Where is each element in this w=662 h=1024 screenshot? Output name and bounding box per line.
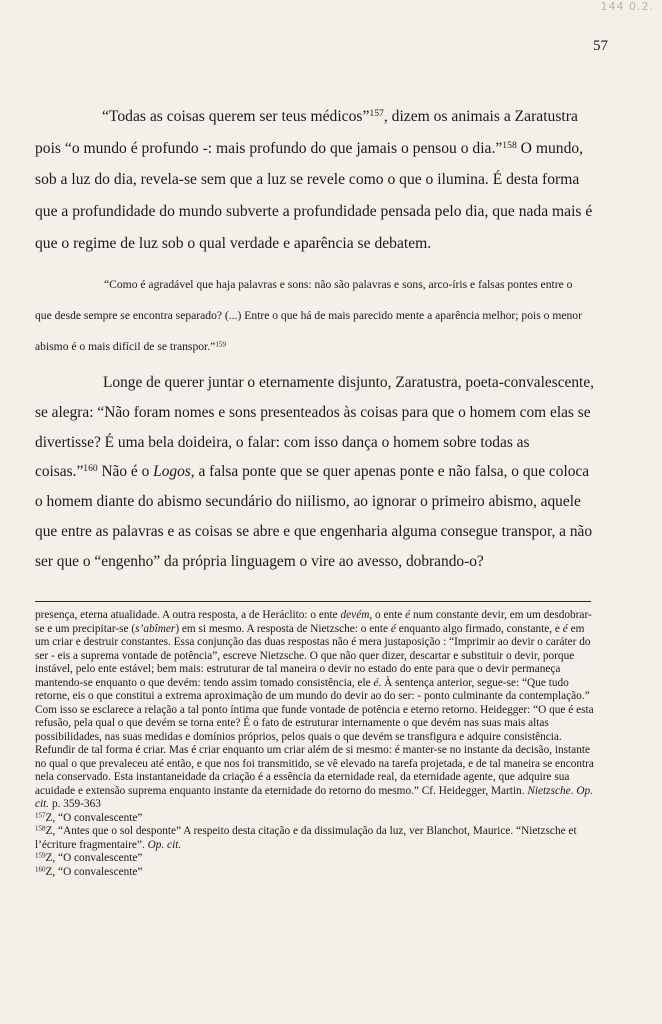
pencil-mark: 144 0.2.	[600, 0, 654, 13]
block-quote	[35, 269, 591, 362]
fn-cont-i4: é	[390, 622, 396, 635]
fn-cont-t1: presença, eterna atualidade. A outra resposta, a de Heráclito: o ente	[35, 609, 341, 621]
footnote-number: 157	[35, 811, 46, 819]
footnote-divider	[35, 601, 591, 602]
fn-cont-t9: p. 359-363	[49, 798, 101, 810]
footnote-number: 160	[35, 865, 46, 873]
paragraph-1-text-c: O mundo, sob a luz do dia, revela-se sem que a luz se revele como o que o ilumina. É desta forma que a profundidade do mundo subverte a profundidade pensada pelo dia, que nada mais é que o regime de luz sob o qual verdade e aparência se debatem.	[35, 139, 593, 252]
footnote-158	[35, 825, 595, 852]
footnote-ref-157: 157	[369, 108, 384, 120]
footnotes-section	[35, 609, 595, 879]
fn-cont-i8: Op. cit.	[35, 784, 593, 810]
footnote-ref-160: 160	[83, 463, 98, 475]
fn-cont-i2: é	[405, 609, 411, 621]
paragraph-2-text-c: , a falsa ponte que se quer apenas ponte e não falsa, o que coloca o homem diante do abismo secundário do niilismo, ao ignorar o primeiro abismo, aquele que entre as palavras e as coisas se abre e que engenharia alguma consegue transpor, a não ser que o “engenho” da própria linguagem o vire ao avesso, dobrando-o?	[35, 463, 593, 570]
logos-term: Logos	[153, 463, 191, 481]
footnote-number: 159	[35, 851, 46, 860]
fn-cont-i1: devém	[340, 609, 370, 621]
paragraph-1-indent	[35, 108, 102, 125]
fn-cont-t4: ) em si mesmo. A resposta de Nietzsche: o ente	[175, 622, 391, 635]
fn-cont-t6: em um criar e destruir constantes. Essa conjunção das duas respostas não é mera justaposição : “Imprimir ao devir o caráter do ser - eis a suprema vontade de potência”, escreve Nietzsche. O que não quer dizer, descartar e substituir o devir, porque instável, pelo ente estável; bem mais: estruturar de tal maneira o devir no estado do ente para que o devir permaneça mantendo-se enquanto o que devém: tendo assim tomado consistência, ele	[35, 622, 591, 689]
paragraph-2-text-a: Longe de querer juntar o eternamente disjunto, Zaratustra, poeta-convalescente, se alegra: “Não foram nomes e sons presenteados às coisas para que o homem com elas se divertisse? É uma bela doideira, o falar: com isso dança o homem sobre todas as coisas.”	[35, 374, 595, 481]
block-quote-text: “Como é agradável que haja palavras e sons: não são palavras e sons, arco-íris e falsas pontes entre o que desde sempre se encontra separado? (...) Entre o que há de mais parecido mente a aparência melhor; pois o menor abismo é o mais difícil de se transpor.”	[35, 278, 582, 353]
fn-cont-t8: .	[570, 784, 577, 797]
paragraph-1-text-a: “Todas as coisas querem ser teus médicos”	[102, 108, 370, 125]
fn-cont-t7: . À sentença anterior, segue-se: “Que tudo retorne, eis o que constitui a extrema aproximação de um mundo do devir ao do ser: - ponto culminante da contemplação.” Com isso se esclarece a relação a tal ponto íntima que funde vontade de potência e eterno retorno. Heidegger: “O que é esta refusão, pela qual o que devém se torna ente? É o fato de estruturar internamente o que devém nas suas mais altas possibilidades, nas suas medidas e domínios próprios, pelos quais o que devém se transfigura e adquire consistência. Refundir de tal forma é criar. Mas é criar enquanto um criar além de si mesmo: é manter-se no instante da decisão, instante no qual o que prevaleceu até então, e que nos foi transmitido, se vê elevado na tarefa projetada, e de tal maneira se encontra nela conservado. Esta instantaneidade da criação é a essência da eternidade real, da eternidade agente, que adquire sua acuidade e extensão suprema enquanto instante da eternidade do retorno do mesmo.” Cf. Heidegger, Martin.	[35, 676, 594, 797]
paragraph-2	[35, 368, 595, 577]
page-number: 57	[593, 38, 608, 54]
paragraph-1	[35, 101, 595, 260]
footnote-text: Z, “O convalescente”	[45, 811, 143, 824]
footnote-159	[35, 852, 595, 866]
footnote-ref-158: 158	[502, 139, 517, 151]
footnote-ref-159: 159	[215, 340, 227, 349]
fn-cont-t2: , o ente	[369, 609, 406, 621]
paragraph-1-text-b: , dizem os animais a Zaratustra pois “o mundo é profundo -: mais profundo do que jamais o pensou o dia.”	[35, 108, 578, 157]
footnote-text: Z, “Antes que o sol desponte” A respeito desta citação e da dissimulação da luz, ver Blanchot, Maurice. “Nietzsche et l’écriture fragmentaire”.	[35, 825, 577, 851]
footnote-text: Z, “O convalescente”	[45, 865, 143, 878]
paragraph-2-text-b: Não é o	[97, 463, 154, 481]
fn-cont-i7: Nietzsche	[527, 784, 571, 797]
fn-cont-i6: é	[373, 676, 379, 689]
footnote-text: Z, “O convalescente”	[45, 852, 143, 864]
footnote-160	[35, 866, 595, 880]
footnote-number: 158	[35, 824, 46, 833]
fn-cont-i3: s’abîmer	[135, 622, 176, 635]
footnote-italic: Op. cit.	[147, 838, 182, 851]
fn-cont-t3: num constante devir, em um desdobrar-se e um precipitar-se (	[35, 609, 592, 635]
fn-cont-i5: é	[562, 622, 568, 635]
footnote-continuation	[35, 609, 595, 812]
fn-cont-t5: enquanto algo firmado, constante, e	[395, 622, 563, 635]
footnote-157	[35, 812, 595, 826]
